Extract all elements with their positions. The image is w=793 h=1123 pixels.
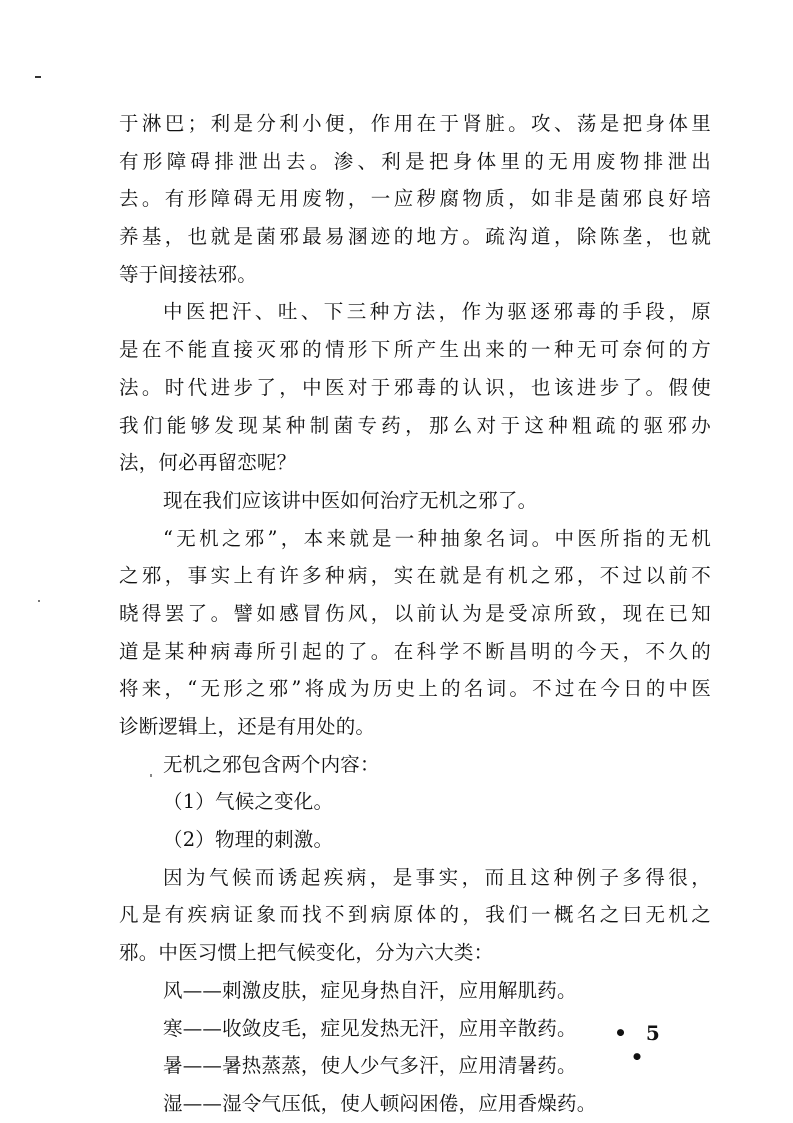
list-item: 暑——暑热蒸蒸，使人少气多汗，应用清暑药。 <box>163 1054 577 1078</box>
text-line: 养基，也就是菌邪最易溷迹的地方。疏沟道，除陈垄，也就 <box>119 225 711 249</box>
text-line: 诊断逻辑上，还是有用处的。 <box>119 715 376 738</box>
text-line: 于淋巴；利是分利小便，作用在于肾脏。攻、荡是把身体里 <box>119 112 711 135</box>
text-line: 法，何必再留恋呢？ <box>119 451 297 475</box>
text-line: 邪。中医习惯上把气候变化，分为六大类： <box>119 941 494 965</box>
list-item: 风——刺激皮肤，症见身热自汗，应用解肌药。 <box>163 978 577 1002</box>
text-line: 现在我们应该讲中医如何治疗无机之邪了。 <box>163 488 538 512</box>
text-line: 凡是有疾病证象而找不到病原体的，我们一概名之曰无机之 <box>119 903 711 927</box>
body-text <box>119 105 711 1123</box>
text-line: 法。时代进步了，中医对于邪毒的认识，也该进步了。假使 <box>119 375 711 399</box>
text-line: 等于间接祛邪。 <box>119 262 257 286</box>
list-item: 湿——湿令气压低，使人顿闷困倦，应用香燥药。 <box>163 1091 597 1115</box>
text-line: 中医把汗、吐、下三种方法，作为驱逐邪毒的手段，原 <box>163 300 711 324</box>
text-line: 将来，“无形之邪”将成为历史上的名词。不过在今日的中医 <box>119 677 711 701</box>
list-item: 寒——收敛皮毛，症见发热无汗，应用辛散药。 <box>163 1016 577 1040</box>
text-line: 晓得罢了。譬如感冒伤风，以前认为是受凉所致，现在已知 <box>119 601 711 625</box>
text-line: “无机之邪”，本来就是一种抽象名词。中医所指的无机 <box>163 526 711 550</box>
page-number: • 5 • <box>614 1021 666 1069</box>
list-item: （1）气候之变化。 <box>163 790 334 814</box>
text-line: 因为气候而诱起疾病，是事实，而且这种例子多得很， <box>163 865 711 889</box>
text-line: 是在不能直接灭邪的情形下所产生出来的一种无可奈何的方 <box>119 338 711 362</box>
text-line: 道是某种病毒所引起的了。在科学不断昌明的今天，不久的 <box>119 639 711 663</box>
text-line: 之邪，事实上有许多种病，实在就是有机之邪，不过以前不 <box>119 564 711 588</box>
scan-speck <box>35 76 41 78</box>
text-line: 有形障碍排泄出去。渗、利是把身体里的无用废物排泄出 <box>119 149 711 173</box>
text-line: 我们能够发现某种制菌专药，那么对于这种粗疏的驱邪办 <box>119 413 711 437</box>
list-item: （2）物理的刺激。 <box>163 828 334 852</box>
text-line: 去。有形障碍无用废物，一应秽腐物质，如非是菌邪良好培 <box>119 187 711 211</box>
text-line: 无机之邪包含两个内容： <box>163 752 380 776</box>
scan-speck <box>38 600 40 602</box>
